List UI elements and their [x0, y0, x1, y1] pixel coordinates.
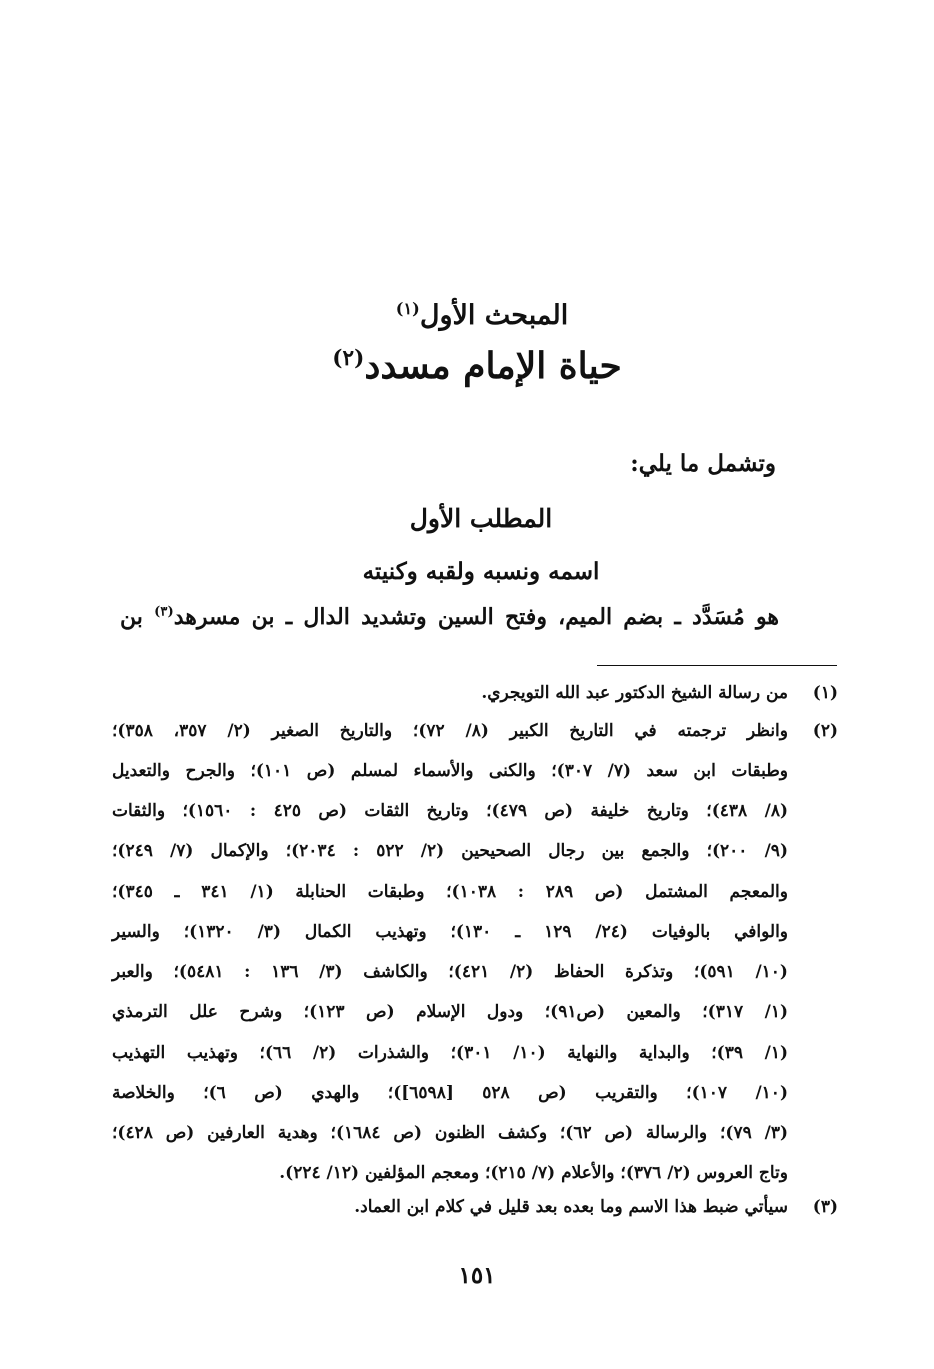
footnote-line: وتاج العروس (٢/ ٣٧٦)؛ والأعلام (٧/ ٢١٥)؛ ومعجم المؤلفين (١٢/ ٢٢٤).	[279, 1163, 788, 1183]
footnote-line: من رسالة الشيخ الدكتور عبد الله التويجري.	[481, 683, 788, 703]
body-footnote-ref: (٣)	[154, 604, 174, 620]
section-label: المطلب الأول	[409, 504, 553, 533]
footnote-line: والمعجم المشتمل (ص ٢٨٩ : ١٠٣٨)؛ وطبقات الحنابلة (١/ ٣٤١ ـ ٣٤٥)؛	[112, 882, 788, 902]
footnote-line: (٩/ ٢٠٠)؛ والجمع بين رجال الصحيحين (٢/ ٥٢٢ : ٢٠٣٤)؛ والإكمال (٧/ ٢٤٩)؛	[112, 841, 788, 861]
body-paragraph	[120, 604, 779, 630]
footnote-line: وانظر ترجمته في التاريخ الكبير (٨/ ٧٢)؛ والتاريخ الصغير (٢/ ٣٥٧، ٣٥٨)؛	[112, 721, 788, 741]
chapter-heading	[0, 300, 934, 331]
footnote-line: (٨/ ٤٣٨)؛ وتاريخ خليفة (ص ٤٧٩)؛ وتاريخ الثقات (ص ٤٢٥ : ١٥٦٠)؛ والثقات	[112, 801, 788, 821]
page-title-text: حياة الإمام مسدد	[364, 345, 622, 387]
footnote-number: (٣)	[812, 1197, 838, 1217]
footnote-line: سيأتي ضبط هذا الاسم وما بعده بعد قليل في كلام ابن العماد.	[354, 1197, 788, 1217]
footnote-line: وطبقات ابن سعد (٧/ ٣٠٧)؛ والكنى والأسماء لمسلم (ص ١٠١)؛ والجرح والتعديل	[112, 761, 788, 781]
intro-text: وتشمل ما يلي:	[630, 450, 776, 477]
footnote-number: (١)	[812, 683, 838, 703]
section-title: اسمه ونسبه ولقبه وكنيته	[362, 558, 600, 585]
chapter-footnote-ref: (١)	[395, 299, 420, 318]
footnote-line: (١/ ٣٩)؛ والبداية والنهاية (١٠/ ٣٠١)؛ والشذرات (٢/ ٦٦)؛ وتهذيب التهذيب	[112, 1043, 789, 1063]
page-number: ١٥١	[458, 1262, 496, 1289]
title-footnote-ref: (٢)	[332, 346, 365, 371]
footnote-number: (٢)	[812, 721, 838, 741]
footnote-line: (١٠/ ٥٩١)؛ وتذكرة الحفاظ (٢/ ٤٢١)؛ والكاشف (٣/ ١٣٦ : ٥٤٨١)؛ والعبر	[112, 962, 788, 982]
page-title	[0, 345, 934, 387]
footnote-line: (٣/ ٧٩)؛ والرسالة (ص ٦٢)؛ وكشف الظنون (ص ١٦٨٤)؛ وهدية العارفين (ص ٤٢٨)؛	[112, 1123, 788, 1143]
chapter-heading-text: المبحث الأول	[419, 300, 569, 331]
footnote-line: (١٠/ ١٠٧)؛ والتقريب (ص ٥٢٨ [٦٥٩٨])؛ والهدي (ص ٦)؛ والخلاصة	[112, 1083, 788, 1103]
footnote-line: (١/ ٣١٧)؛ والمعين (ص٩١)؛ ودول الإسلام (ص ١٢٣)؛ وشرح علل الترمذي	[112, 1002, 788, 1022]
footnote-line: والوافي بالوفيات (٢٤/ ١٢٩ ـ ١٣٠)؛ وتهذيب الكمال (٣/ ١٣٢٠)؛ والسير	[112, 922, 788, 942]
body-text: هو مُسَدَّد ـ بضم الميم، وفتح السين وتشديد الدال ـ بن مسرهد	[173, 604, 779, 630]
body-text-tail: بن	[120, 604, 155, 630]
footnote-separator	[597, 665, 837, 666]
